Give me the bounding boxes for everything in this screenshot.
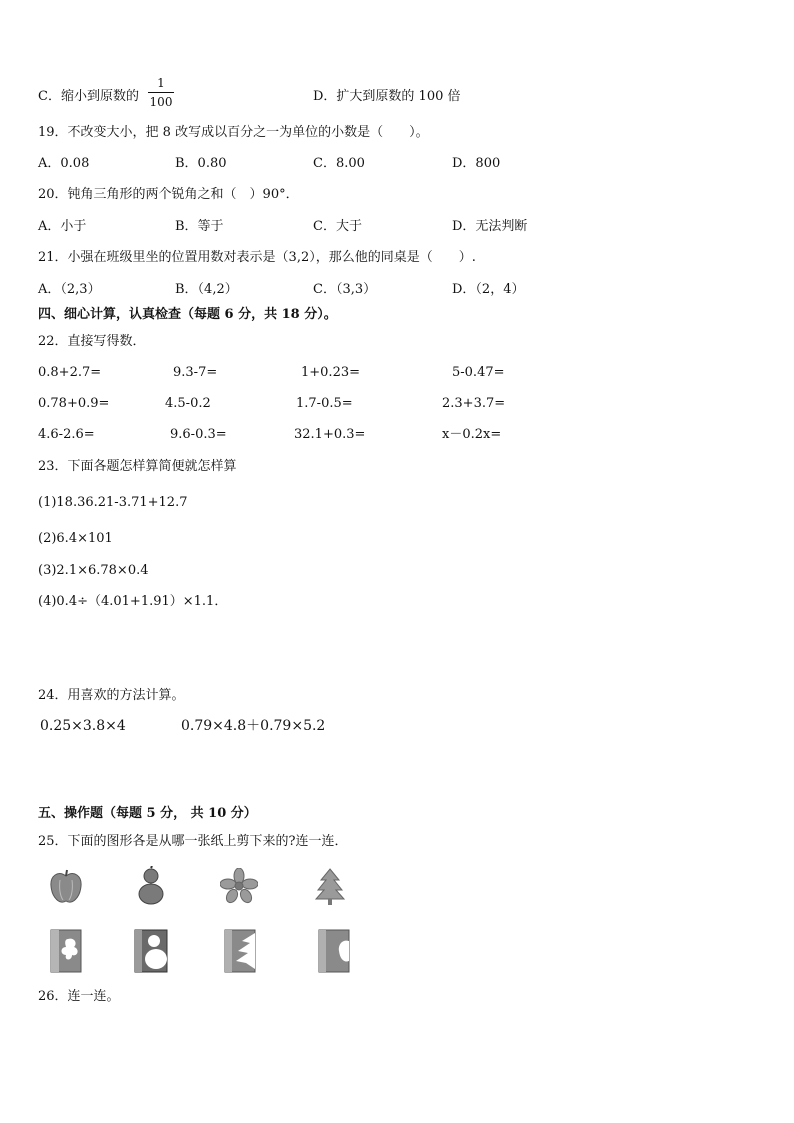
paper-with-gourd-cutout-icon[interactable] [134,929,168,973]
paper-with-flower-cutout-icon[interactable] [50,929,82,973]
q23-item-4: (4)0.4÷（4.01+1.91）×1.1． [38,594,228,609]
q24-item-2: 0.79×4.8＋0.79×5.2 [181,718,326,734]
paper-with-apple-cutout-icon[interactable] [318,929,350,973]
q26-question: 26．连一连。 [38,989,120,1004]
q18-option-d: D．扩大到原数的 100 倍 [313,89,461,104]
section-5-heading: 五、操作题（每题 5 分， 共 10 分） [38,806,257,821]
section-4-heading: 四、细心计算，认真检查（每题 6 分，共 18 分）。 [38,307,337,322]
q22-r1-c2: 9.3-7= [173,365,218,380]
q22-r1-c3: 1+0.23= [301,365,361,380]
q22-r2-c1: 0.78+0.9= [38,396,110,411]
q22-r3-c2: 9.6-0.3= [170,427,227,442]
q20-option-a[interactable]: A．小于 [38,219,87,234]
q24-question: 24．用喜欢的方法计算。 [38,688,185,703]
q22-r3-c1: 4.6-2.6= [38,427,95,442]
q22-r2-c3: 1.7-0.5= [296,396,353,411]
q23-item-3: (3)2.1×6.78×0.4 [38,563,149,578]
apple-shape-icon[interactable] [48,868,84,906]
q20-question: 20．钝角三角形的两个锐角之和（ ）90°． [38,187,299,202]
q19-option-c[interactable]: C．8.00 [313,156,365,171]
paper-with-tree-cutout-icon[interactable] [224,929,256,973]
q25-question: 25．下面的图形各是从哪一张纸上剪下来的?连一连． [38,834,348,849]
q19-option-a[interactable]: A．0.08 [38,156,90,171]
fraction-denominator: 100 [149,95,173,109]
q19-option-b[interactable]: B．0.80 [175,156,227,171]
q23-item-1: (1)18.36.21-3.71+12.7 [38,495,188,510]
q21-option-a[interactable]: A．（2,3） [38,282,101,297]
q23-question: 23．下面各题怎样算简便就怎样算 [38,459,237,474]
q21-option-c[interactable]: C．（3,3） [313,282,377,297]
q22-question: 22．直接写得数． [38,334,146,349]
q22-r1-c1: 0.8+2.7= [38,365,102,380]
q21-option-d[interactable]: D．（2，4） [452,282,525,297]
q21-question: 21．小强在班级里坐的位置用数对表示是（3,2），那么他的同桌是（ ）. [38,250,476,265]
q23-item-2: (2)6.4×101 [38,531,113,546]
gourd-shape-icon[interactable] [136,866,166,906]
q20-option-d[interactable]: D．无法判断 [452,219,528,234]
q22-r2-c2: 4.5-0.2 [165,396,211,411]
tree-shape-icon[interactable] [315,868,345,906]
q24-item-1: 0.25×3.8×4 [40,718,126,734]
q20-option-c[interactable]: C．大于 [313,219,362,234]
fraction-numerator: 1 [157,76,165,90]
q22-r3-c3: 32.1+0.3= [294,427,366,442]
q22-r3-c4: x－0.2x= [442,427,502,442]
fraction-bar [148,92,174,93]
flower-shape-icon[interactable] [220,868,258,904]
fraction-one-hundredth [148,76,174,109]
q18-option-c-text: C．缩小到原数的 [38,89,139,104]
q22-r2-c4: 2.3+3.7= [442,396,506,411]
q19-question: 19．不改变大小，把 8 改写成以百分之一为单位的小数是（ ）。 [38,125,429,140]
q22-r1-c4: 5-0.47= [452,365,505,380]
q19-option-d[interactable]: D．800 [452,156,501,171]
q20-option-b[interactable]: B．等于 [175,219,224,234]
q18-option-c [38,88,139,106]
q21-option-b[interactable]: B．（4,2） [175,282,238,297]
